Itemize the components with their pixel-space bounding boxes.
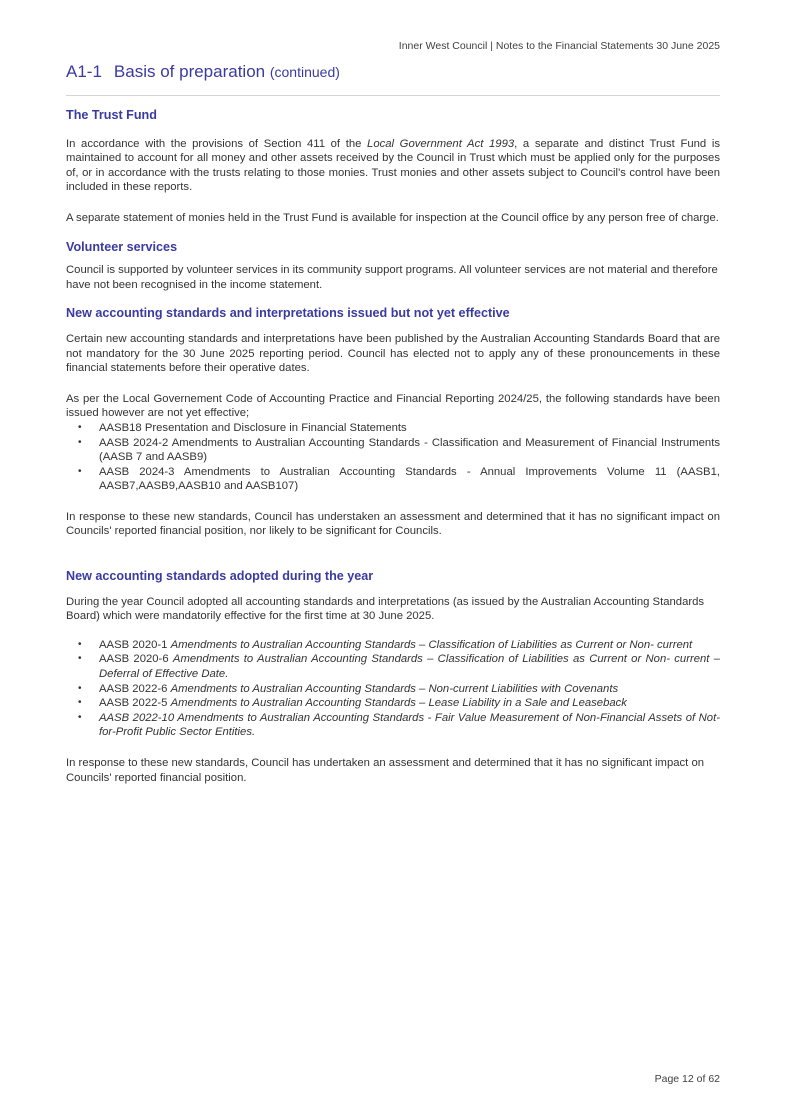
document-body xyxy=(66,108,720,785)
volunteer-heading: Volunteer services xyxy=(66,239,178,254)
page-title xyxy=(66,62,720,82)
page-number: Page 12 of 62 xyxy=(654,1073,720,1085)
adopted-section xyxy=(66,569,720,785)
trust-fund-section xyxy=(66,108,720,226)
list-item: • AASB 2020-6 Amendments to Australian Accounting Standards – Classification of Liabilities as Current or Non- current – Deferral of Effective Date. xyxy=(66,652,720,681)
adopted-paragraph-2: In response to these new standards, Council has undertaken an assessment and determined that it has no significant impact on Councils' reported financial position. xyxy=(66,757,705,784)
volunteer-paragraph: Council is supported by volunteer services in its community support programs. All volunteer services are not material and therefore have not been recognised in the income statement. xyxy=(66,264,718,291)
adopted-heading: New accounting standards adopted during the year xyxy=(66,569,374,584)
list-item: • AASB 2022-5 Amendments to Australian Accounting Standards – Lease Liability in a Sale and Leaseback xyxy=(66,696,720,711)
list-item: • AASB 2022-10 Amendments to Australian Accounting Standards - Fair Value Measurement of Non-Financial Assets of Not-for-Profit Public Sector Entities. xyxy=(66,711,720,740)
not-yet-effective-list xyxy=(66,421,720,494)
adopted-list xyxy=(66,638,720,740)
page-header: Inner West Council | Notes to the Financial Statements 30 June 2025 xyxy=(398,40,720,52)
list-item: • AASB18 Presentation and Disclosure in Financial Statements xyxy=(66,421,720,436)
list-item: • AASB 2024-2 Amendments to Australian Accounting Standards - Classification and Measurement of Financial Instruments (AASB 7 and AASB9) xyxy=(66,436,720,465)
not-yet-effective-section xyxy=(66,306,720,539)
trust-fund-paragraph-2: A separate statement of monies held in the Trust Fund is available for inspection at the Council office by any person free of charge. xyxy=(66,211,719,224)
adopted-paragraph-1: During the year Council adopted all accounting standards and interpretations (as issued by the Australian Accounting Standards Board) which were mandatorily effective for the first time at 30 June 2025. xyxy=(66,595,705,623)
list-item: • AASB 2024-3 Amendments to Australian Accounting Standards - Annual Improvements Volume 11 (AASB1, AASB7,AASB9,AASB10 and AASB107) xyxy=(66,465,720,494)
list-item: • AASB 2020-1 Amendments to Australian Accounting Standards – Classification of Liabilities as Current or Non- current xyxy=(66,638,720,653)
section-title: Basis of preparation xyxy=(113,62,266,81)
continued-label: (continued) xyxy=(269,64,340,80)
volunteer-section xyxy=(66,240,720,293)
trust-fund-paragraph-1: In accordance with the provisions of Section 411 of the Local Government Act 1993, a separate and distinct Trust Fund is maintained to account for all money and other assets received by the Council in Trust which must be applied only for the purposes of, or in accordance with the trusts relating to those monies. Trust monies and other assets subject to Council's control have been included in these reports. xyxy=(66,137,720,194)
list-item: • AASB 2022-6 Amendments to Australian Accounting Standards – Non-current Liabilities with Covenants xyxy=(66,682,720,697)
trust-fund-heading: The Trust Fund xyxy=(66,108,157,122)
not-yet-effective-paragraph-3: In response to these new standards, Council has understaken an assessment and determined that it has no significant impact on Councils' reported financial position, nor likely to be significant for Councils. xyxy=(66,510,720,538)
section-number: A1-1 xyxy=(66,62,102,81)
not-yet-effective-paragraph-1: Certain new accounting standards and interpretations have been published by the Australian Accounting Standards Board that are not mandatory for the 30 June 2025 reporting period. Council has elected not to apply any of these pronouncements in these financial statements before their operative dates. xyxy=(66,332,720,375)
not-yet-effective-heading: New accounting standards and interpretations issued but not yet effective xyxy=(66,306,510,321)
title-row xyxy=(66,62,720,96)
not-yet-effective-paragraph-2: As per the Local Governement Code of Accounting Practice and Financial Reporting 2024/25, the following standards have been issued however are not yet effective; xyxy=(66,392,720,420)
